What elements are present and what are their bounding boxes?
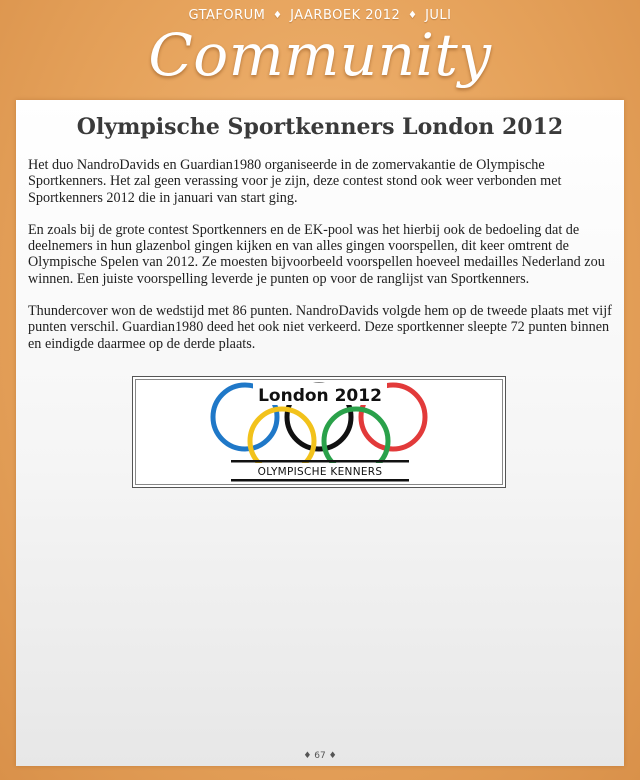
- olympische-kenners-logo: [132, 376, 506, 488]
- article-body: [28, 157, 614, 368]
- diamond-icon: ♦: [407, 10, 418, 21]
- diamond-icon: ♦: [273, 10, 283, 21]
- article-paragraph-2: En zoals bij de grote contest Sportkenners en de EK-pool was het hierbij ook de bedoeling dat de deelnemers in hun glazenbol gingen kijken en van alles gingen voorspellen, dit keer omtrent de Olympische Spelen van 2012. Ze moesten bijvoorbeeld voorspellen hoeveel medailles Nederland zou winnen. Een juiste voorspelling leverde je punten op voor de ranglijst van Sportkenners.: [28, 221, 605, 287]
- logo-top-text: London 2012: [258, 386, 382, 406]
- publication-month: JULI: [425, 8, 452, 23]
- page-number: 67: [314, 751, 326, 761]
- olympic-rings-logo-graphic: [133, 377, 505, 487]
- diamond-icon: ♦: [303, 751, 312, 761]
- diamond-icon: ♦: [328, 751, 337, 761]
- page-footer: [0, 751, 640, 761]
- logo-bottom-text: OLYMPISCHE KENNERS: [257, 466, 383, 478]
- article-panel: [16, 100, 624, 766]
- masthead-title: Community: [148, 21, 492, 89]
- article-paragraph-1: Het duo NandroDavids en Guardian1980 organiseerde in de zomervakantie de Olympische Sportkenners. Het zal geen verassing voor je zijn, deze contest stond ook weer verbonden met Sportkenners 2012 die in januari van start ging.: [28, 157, 562, 206]
- publication-name: GTAFORUM: [188, 8, 266, 23]
- article-title: Olympische Sportkenners London 2012: [76, 114, 564, 140]
- publication-edition: JAARBOEK 2012: [290, 8, 401, 23]
- article-paragraph-3: Thundercover won de wedstijd met 86 punten. NandroDavids volgde hem op de tweede plaats met vijf punten verschil. Guardian1980 deed het ook niet verkeerd. Deze sportkenner sleepte 72 punten binnen en eindigde daarmee op de derde plaats.: [28, 303, 612, 352]
